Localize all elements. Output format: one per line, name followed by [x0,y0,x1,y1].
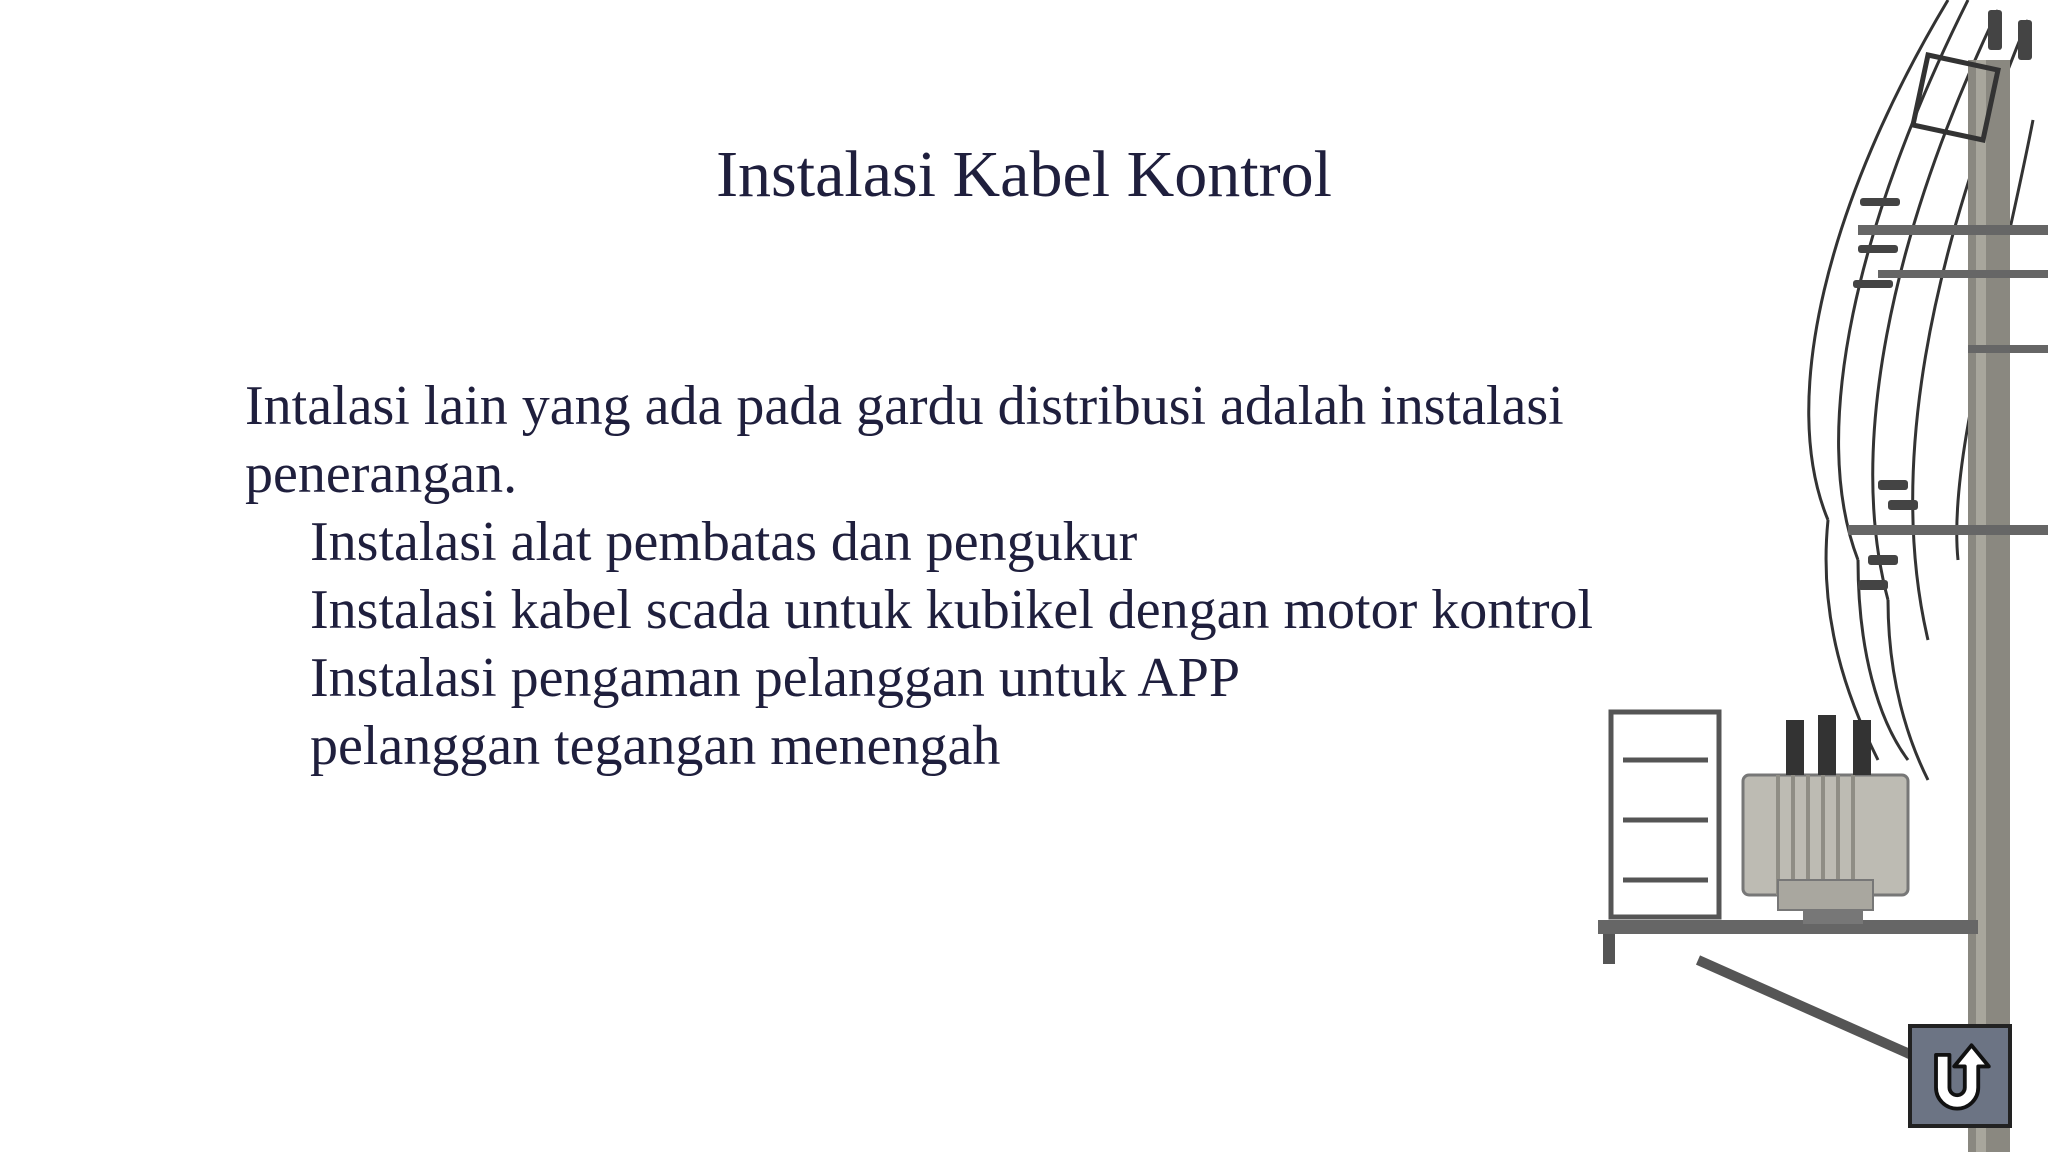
return-arrow-icon [1912,1028,2008,1124]
utility-pole-transformer-icon [1528,0,2048,1152]
back-button[interactable] [1908,1024,2012,1128]
intro-paragraph: Intalasi lain yang ada pada gardu distribusi adalah instalasi penerangan. [245,375,1564,505]
slide-title: Instalasi Kabel Kontrol [716,138,1332,211]
list-item: pelanggan tegangan menengah [310,715,1001,777]
list-item: Instalasi alat pembatas dan pengukur [310,511,1138,573]
list-item: Instalasi kabel scada untuk kubikel dengan motor kontrol [310,579,1594,641]
list-item: Instalasi pengaman pelanggan untuk APP [310,647,1241,709]
